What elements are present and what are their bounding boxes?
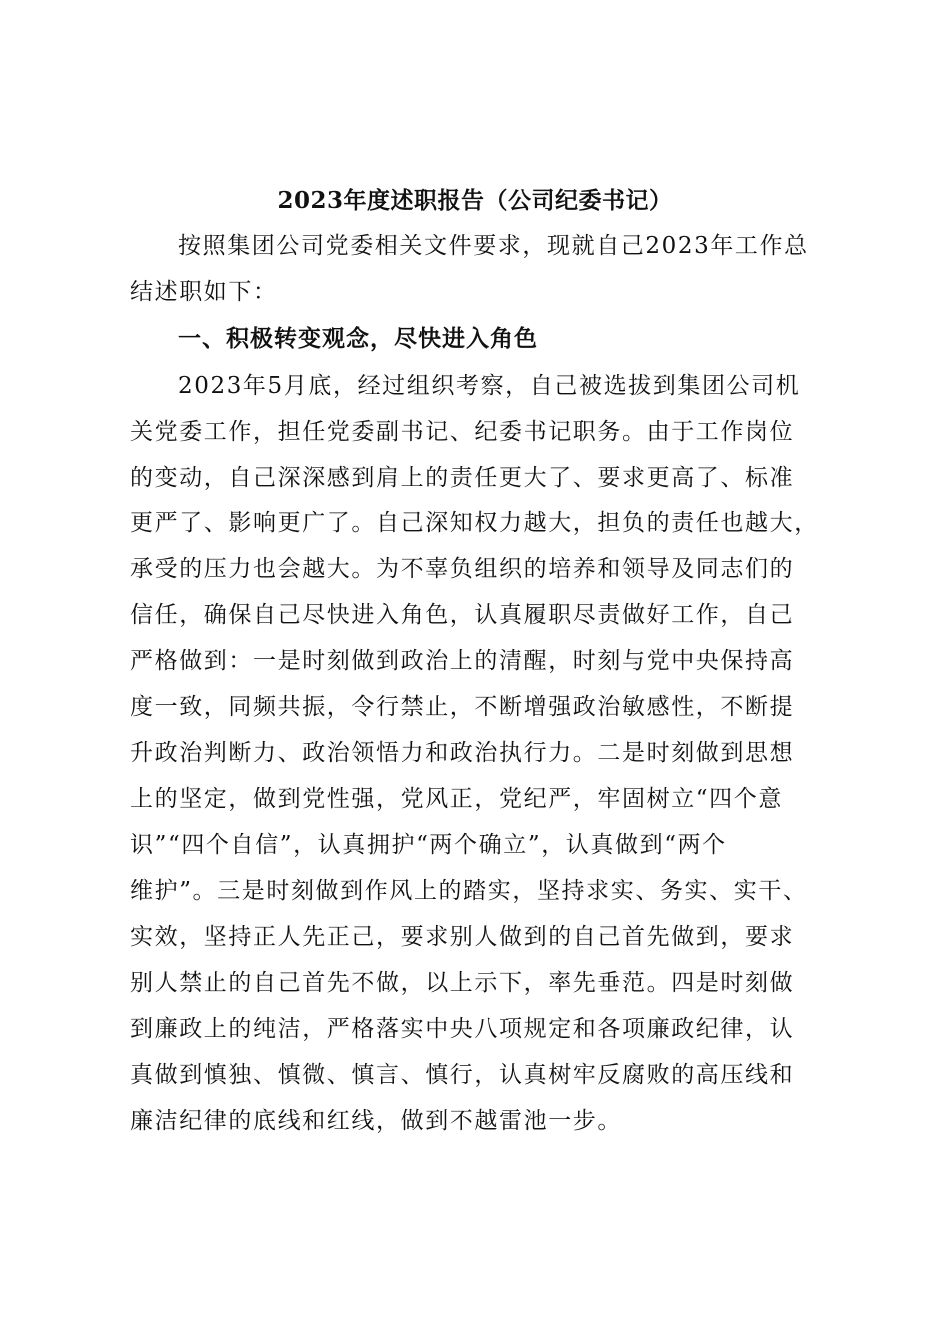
body-line: 更严了、影响更广了。自己深知权力越大，担负的责任也越大， [130, 510, 819, 536]
body-line: 别人禁止的自己首先不做，以上示下，率先垂范。四是时刻做 [130, 970, 795, 996]
body-line: 严格做到：一是时刻做到政治上的清醒，时刻与党中央保持高 [130, 648, 795, 674]
body-line: 度一致，同频共振，令行禁止，不断增强政治敏感性，不断提 [130, 694, 795, 720]
body-line: 承受的压力也会越大。为不辜负组织的培养和领导及同志们的 [130, 556, 795, 582]
intro-line: 结述职如下： [130, 279, 278, 305]
intro-line: 按照集团公司党委相关文件要求，现就自己2023年工作总 [178, 233, 809, 259]
body-line: 识”“四个自信”，认真拥护“两个确立”，认真做到“两个 [130, 832, 727, 858]
body-line: 关党委工作，担任党委副书记、纪委书记职务。由于工作岗位 [130, 419, 795, 445]
body-line: 升政治判断力、政治领悟力和政治执行力。二是时刻做到思想 [130, 740, 795, 766]
body-line: 维护”。三是时刻做到作风上的踏实，坚持求实、务实、实干、 [130, 878, 808, 904]
document-title: 2023年度述职报告（公司纪委书记） [277, 187, 673, 214]
body-line: 真做到慎独、慎微、慎言、慎行，认真树牢反腐败的高压线和 [130, 1062, 795, 1088]
body-line: 信任，确保自己尽快进入角色，认真履职尽责做好工作，自己 [130, 602, 795, 628]
body-line: 上的坚定，做到党性强，党风正，党纪严，牢固树立“四个意 [130, 786, 783, 812]
body-line: 的变动，自己深深感到肩上的责任更大了、要求更高了、标准 [130, 465, 795, 491]
section-heading: 一、积极转变观念，尽快进入角色 [178, 325, 538, 352]
body-line: 2023年5月底，经过组织考察，自己被选拔到集团公司机 [178, 373, 801, 399]
body-line: 到廉政上的纯洁，严格落实中央八项规定和各项廉政纪律，认 [130, 1016, 795, 1042]
body-line: 廉洁纪律的底线和红线，做到不越雷池一步。 [130, 1108, 622, 1134]
body-line: 实效，坚持正人先正己，要求别人做到的自己首先做到，要求 [130, 924, 795, 950]
